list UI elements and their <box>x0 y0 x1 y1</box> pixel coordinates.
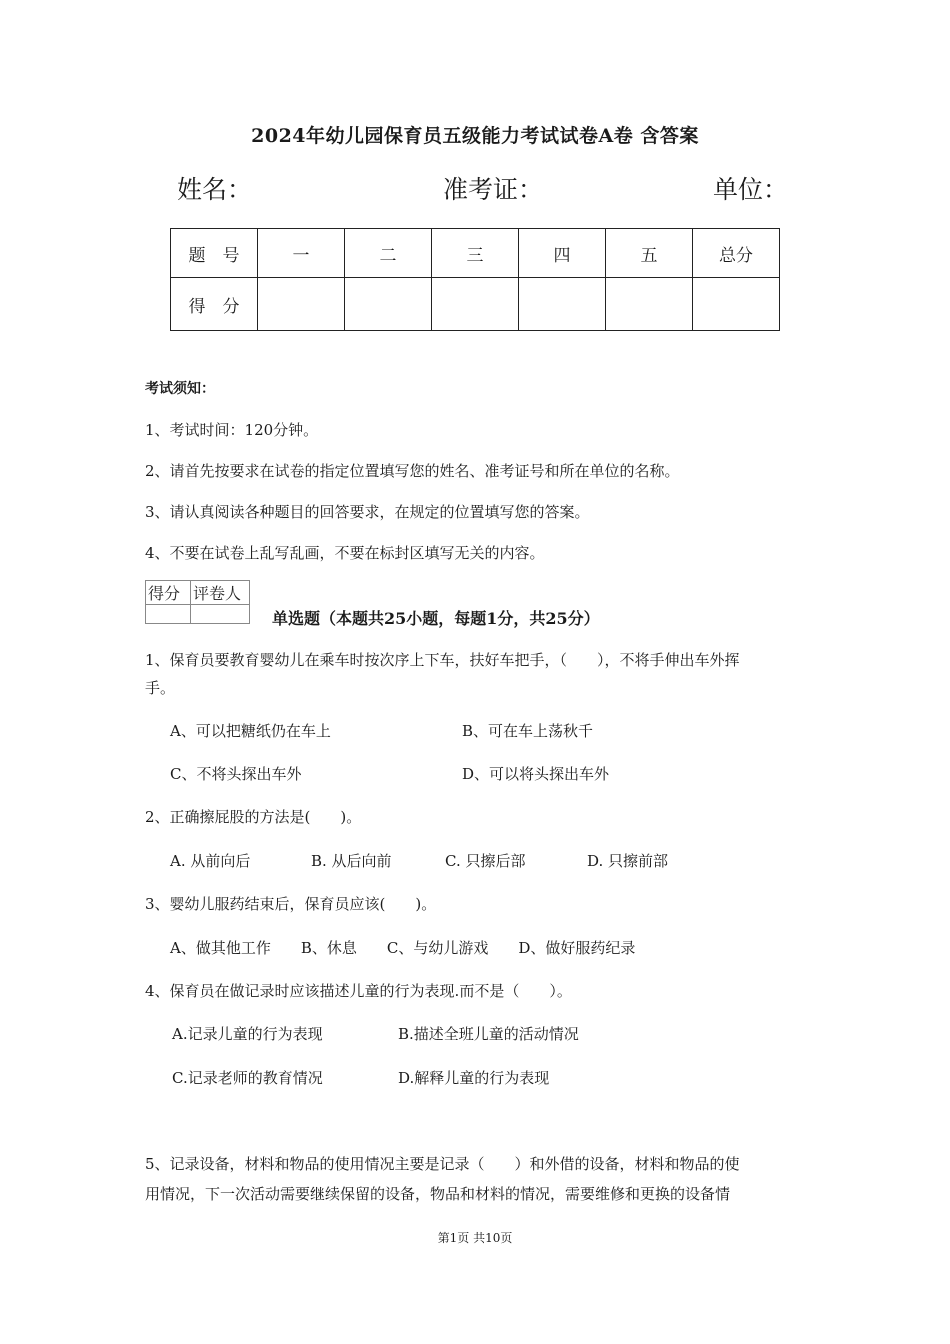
score-blank-cell[interactable] <box>693 278 780 331</box>
score-table-cell: 总分 <box>693 229 780 278</box>
notice-item: 2、请首先按要求在试卷的指定位置填写您的姓名、准考证号和所在单位的名称。 <box>145 462 680 480</box>
score-table-cell: 三 <box>432 229 519 278</box>
question-1-option-b: B、可在车上荡秋千 <box>462 722 594 740</box>
question-3-options: A、做其他工作 B、休息 C、与幼儿游戏 D、做好服药纪录 <box>170 939 636 957</box>
score-table <box>170 228 780 331</box>
notice-item: 4、不要在试卷上乱写乱画，不要在标封区填写无关的内容。 <box>145 544 545 562</box>
name-label: 姓名： <box>177 175 253 204</box>
page-title: 2024年幼儿园保育员五级能力考试试卷A卷 含答案 <box>251 125 699 147</box>
score-table-cell: 四 <box>519 229 606 278</box>
question-1-cont: 手。 <box>145 679 176 697</box>
notice-item: 1、考试时间：120分钟。 <box>145 421 319 439</box>
question-4-option-a: A.记录儿童的行为表现 <box>172 1025 323 1043</box>
question-2-option-c: C. 只擦后部 <box>445 852 526 870</box>
question-2-option-a: A. 从前向后 <box>170 852 251 870</box>
score-blank-cell[interactable] <box>519 278 606 331</box>
grader-reviewer-label: 评卷人 <box>191 581 250 605</box>
exam-number-label: 准考证： <box>443 175 544 204</box>
grader-box <box>145 580 250 624</box>
question-4-option-c: C.记录老师的教育情况 <box>172 1069 323 1087</box>
score-blank-cell[interactable] <box>606 278 693 331</box>
question-4-option-b: B.描述全班儿童的活动情况 <box>398 1025 579 1043</box>
question-1-option-a: A、可以把糖纸仍在车上 <box>170 722 331 740</box>
question-4: 4、保育员在做记录时应该描述儿童的行为表现.而不是（ ）。 <box>145 982 572 1000</box>
question-4-option-d: D.解释儿童的行为表现 <box>398 1069 550 1087</box>
question-2-option-b: B. 从后向前 <box>311 852 392 870</box>
question-2-option-d: D. 只擦前部 <box>587 852 669 870</box>
score-blank-cell[interactable] <box>345 278 432 331</box>
notice-item: 3、请认真阅读各种题目的回答要求，在规定的位置填写您的答案。 <box>145 503 590 521</box>
score-table-cell: 题 号 <box>171 229 258 278</box>
question-1: 1、保育员要教育婴幼儿在乘车时按次序上下车，扶好车把手，（ ），不将手伸出车外挥 <box>145 651 740 669</box>
grader-reviewer-blank[interactable] <box>191 605 250 624</box>
unit-label: 单位： <box>713 175 789 204</box>
score-table-score-row <box>171 278 780 331</box>
question-1-option-d: D、可以将头探出车外 <box>462 765 610 783</box>
section-title: 单选题（本题共25小题，每题1分，共25分） <box>272 609 600 628</box>
page-footer: 第1页 共10页 <box>437 1231 513 1245</box>
question-2: 2、正确擦屁股的方法是( )。 <box>145 808 362 826</box>
score-table-cell: 二 <box>345 229 432 278</box>
grader-score-blank[interactable] <box>146 605 191 624</box>
score-table-cell: 五 <box>606 229 693 278</box>
score-table-cell: 得 分 <box>171 278 258 331</box>
score-blank-cell[interactable] <box>432 278 519 331</box>
score-table-cell: 一 <box>258 229 345 278</box>
question-1-option-c: C、不将头探出车外 <box>170 765 302 783</box>
notice-heading: 考试须知： <box>145 381 215 397</box>
score-blank-cell[interactable] <box>258 278 345 331</box>
question-5: 5、记录设备，材料和物品的使用情况主要是记录（ ）和外借的设备，材料和物品的使 <box>145 1155 740 1173</box>
score-table-header-row <box>171 229 780 278</box>
grader-score-label: 得分 <box>146 581 191 605</box>
question-3: 3、婴幼儿服药结束后，保育员应该( )。 <box>145 895 437 913</box>
question-5-cont: 用情况，下一次活动需要继续保留的设备，物品和材料的情况，需要维修和更换的设备情 <box>145 1185 731 1203</box>
